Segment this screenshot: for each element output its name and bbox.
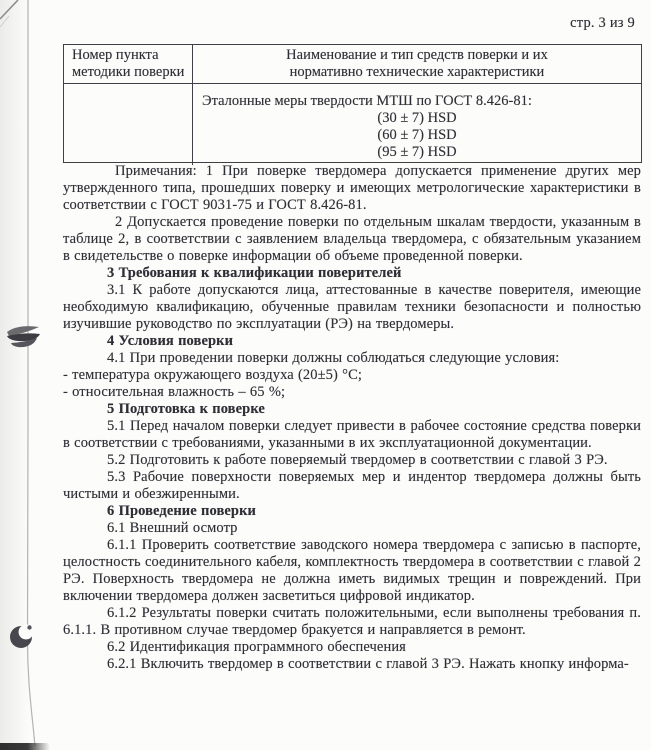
- paragraph-6-2-1: 6.2.1 Включить твердомер в соответствии с главой 3 РЭ. Нажать кнопку информа-: [107, 656, 629, 672]
- section-5-heading: 5 Подготовка к поверке: [107, 401, 265, 417]
- hardness-value: (60 ± 7) HSD: [377, 127, 457, 143]
- standard-measures-title: Эталонные меры твердости МТШ по ГОСТ 8.426-81:: [202, 93, 532, 109]
- paragraph-5-2: 5.2 Подготовить к работе поверяемый твердомер в соответствии с главой 3 РЭ.: [107, 452, 608, 468]
- paragraph-6-1-2: 6.1.2 Результаты поверки считать положительными, если выполнены требования п. 6.1.1. В противном случае твердомер бракуется и направляется в ремонт.: [63, 605, 641, 638]
- note-1: Примечания: 1 При поверке твердомера допускается применение других мер утвержденного типа, прошедших поверку и имеющих метрологические характеристики в соответствии с ГОСТ 9031-75 и ГОСТ 8.426-81.: [63, 163, 641, 213]
- document-body: [63, 163, 641, 673]
- hardness-value: (95 ± 7) HSD: [377, 144, 457, 160]
- table-header-cell-means-name: [193, 45, 641, 83]
- table-body-row: [64, 84, 641, 165]
- ink-smudge-crescent-icon: [8, 621, 38, 651]
- header-line: Наименование и тип средств поверки и их: [286, 47, 548, 63]
- table-header-cell-method-point: [64, 45, 193, 83]
- ink-smudge-swirl-icon: [6, 323, 42, 353]
- condition-temperature: - температура окружающего воздуха (20±5) °С;: [63, 367, 362, 383]
- hardness-value: (30 ± 7) HSD: [377, 110, 457, 126]
- table-cell-standard-measures: [193, 84, 641, 165]
- paragraph-5-1: 5.1 Перед началом поверки следует привести в рабочее состояние средства поверки в соответствии с требованиями, указанными в их эксплуатационной документации.: [63, 418, 641, 451]
- paragraph-6-1-1: 6.1.1 Проверить соответствие заводского номера твердомера с записью в паспорте, целостность соединительного кабеля, комплектность твердомера в соответствии с главой 2 РЭ. Поверхность твердомера не должна иметь видимых трещин и повреждений. При включении твердомера должен засветиться цифровой индикатор.: [63, 537, 641, 604]
- paragraph-3-1: 3.1 К работе допускаются лица, аттестованные в качестве поверителя, имеющие необходимую квалификацию, обученные правилам техники безопасности и полностью изучившие руководство по эксплуатации (РЭ) на твердомеры.: [63, 282, 641, 332]
- header-line: методики поверки: [72, 64, 185, 80]
- paragraph-6-2: 6.2 Идентификация программного обеспечения: [107, 639, 406, 655]
- section-6-heading: 6 Проведение поверки: [107, 503, 257, 519]
- scan-bottom-shadow: [0, 743, 50, 750]
- paragraph-6-1: 6.1 Внешний осмотр: [107, 520, 238, 536]
- section-4-heading: 4 Условия поверки: [107, 333, 234, 349]
- paragraph-5-3: 5.3 Рабочие поверхности поверяемых мер и индентор твердомера должны быть чистыми и обезжиренными.: [63, 469, 641, 502]
- note-2: 2 Допускается проведение поверки по отдельным шкалам твердости, указанным в таблице 2, в соответствии с заявлением владельца твердомера, с обязательным указанием в свидетельстве о поверке информации об объеме проведенной поверки.: [63, 214, 641, 264]
- page-number: стр. 3 из 9: [570, 15, 635, 31]
- verification-means-table: [63, 44, 642, 163]
- header-line: нормативно технические характеристики: [289, 64, 545, 80]
- condition-humidity: - относительная влажность – 65 %;: [63, 384, 286, 400]
- section-3-heading: 3 Требования к квалификации поверителей: [107, 265, 402, 281]
- paragraph-4-1: 4.1 При проведении поверки должны соблюдаться следующие условия:: [107, 350, 560, 366]
- header-line: Номер пункта: [72, 47, 159, 63]
- table-header-row: [64, 45, 641, 84]
- table-cell-empty: [64, 84, 193, 165]
